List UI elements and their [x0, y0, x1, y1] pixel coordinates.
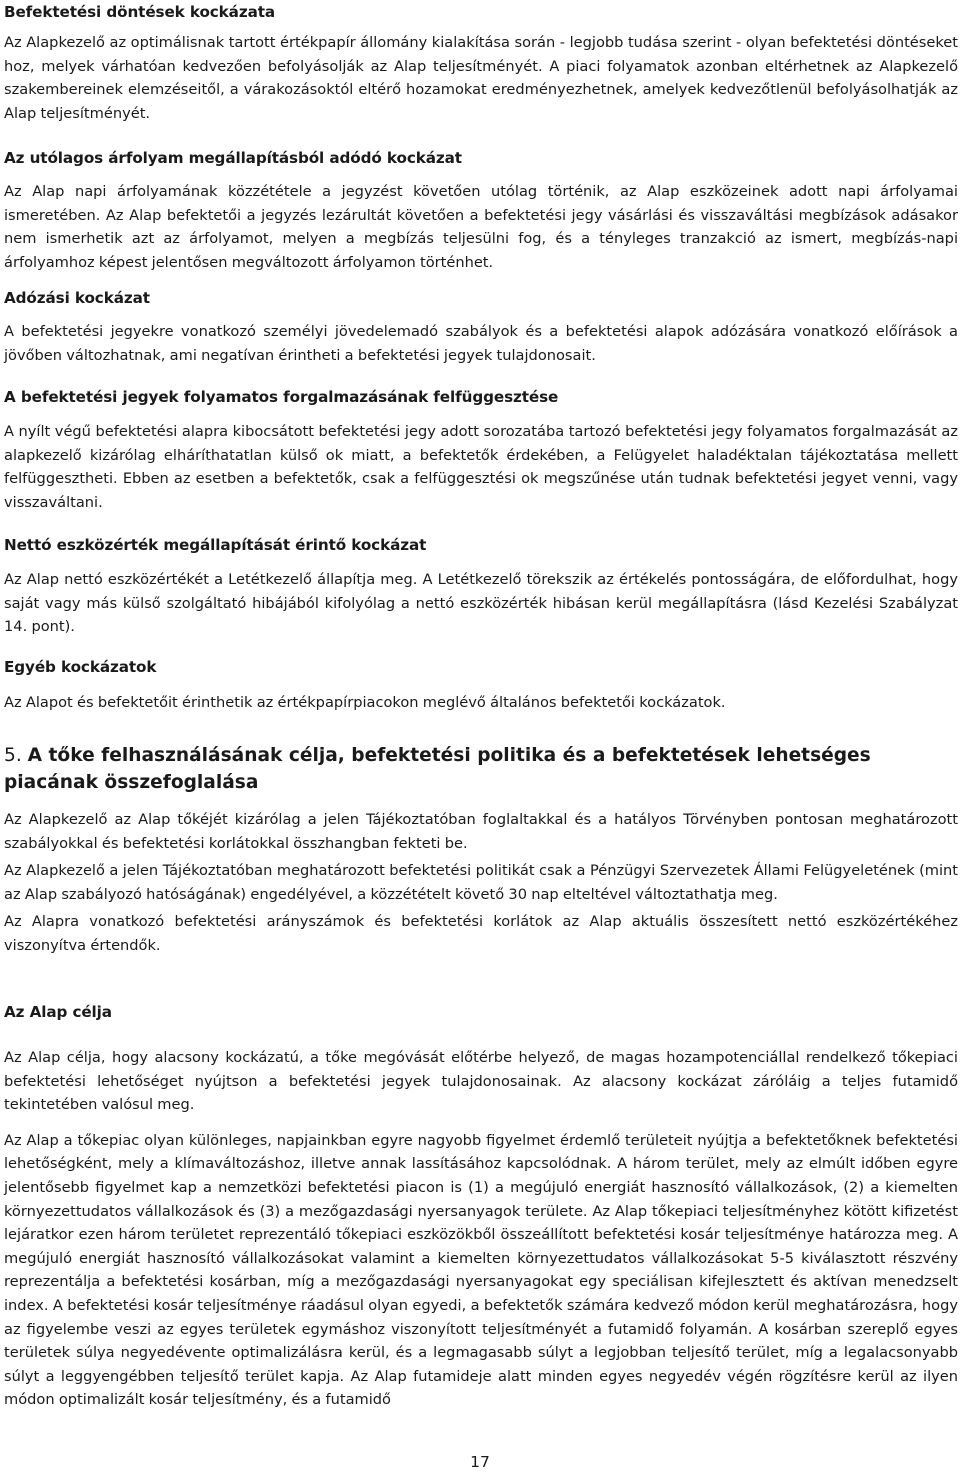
section-heading: A befektetési jegyek folyamatos forgalmazásának felfüggesztése — [4, 388, 559, 406]
page-number: 17 — [470, 1453, 490, 1471]
section-paragraph: Az Alap napi árfolyamának közzététele a jegyzést követően utólag történik, az Alap eszközeinek adott napi árfolyamai ismeretében. Az Alap befektetői a jegyzés lezárultát követően a befektetési jegy vásárlási és visszaváltási megbízások adásakor nem ismerhetik azt az árfolyamot, melyen a megbízás teljesülni fog, és a tényleges tranzakció az ismert, megbízás-napi árfolyamhoz képest jelentősen megváltozott árfolyamon történhet. — [4, 183, 958, 271]
section-paragraph: Az Alapot és befektetőit érinthetik az értékpapírpiacokon meglévő általános befektetői kockázatok. — [4, 694, 726, 711]
section-tax-risk — [4, 287, 958, 367]
section-paragraph: A befektetési jegyekre vonatkozó személyi jövedelemadó szabályok és a befektetési alapok adózására vonatkozó előírások a jövőben változhatnak, ami negatívan érintheti a befektetési jegyek tulajdonosait. — [4, 323, 958, 364]
section-paragraph: Az Alap nettó eszközértékét a Letétkezelő állapítja meg. A Letétkezelő törekszik az értékelés pontosságára, de előfordulhat, hogy saját vagy más külső szolgáltató hibájából kifolyólag a nettó eszközérték hibásan kerül megállapításra (lásd Kezelési Szabályzat 14. pont). — [4, 571, 958, 636]
chapter-paragraph: Az Alapra vonatkozó befektetési arányszámok és befektetési korlátok az Alap aktuális összesített nettó eszközértékéhez viszonyítva értendők. — [4, 913, 958, 954]
section-paragraph: Az Alap a tőkepiac olyan különleges, napjainkban egyre nagyobb figyelmet érdemlő területeit nyújtja a befektetőknek befektetési lehetőségként, mely a klímaváltozáshoz, illetve annak lassításához kapcsolódnak. A három terület, mely az elmúlt időben egyre jelentősebb figyelmet kap a nemzetközi befektetési piacon is (1) a megújuló energiát hasznosító vállalkozások, (2) a kiemelten környezettudatos vállalkozások és (3) a mezőgazdasági nyersanyagok területe. Az Alap tőkepiaci teljesítményhez kötött kifizetést lejáratkor ezen három területet reprezentáló tőkepiaci eszközökből összeállított befektetési kosár teljesítménye határozza meg. A megújuló energiát hasznosító vállalkozásokat valamint a kiemelten környezettudatos vállalkozásokat 5-5 kiválasztott részvény reprezentálja a befektetési kosárban, míg a mezőgazdasági nyersanyagokat egy speciálisan kifejlesztett és aktívan menedzselt index. A befektetési kosár teljesítménye ráadásul olyan egyedi, a befektetők számára kedvező módon kerül meghatározásra, hogy az figyelembe veszi az egyes területek egymáshoz viszonyított teljesítményét a futamidő folyamán. A kosárban szereplő egyes területek súlya negyedévente optimalizálásra kerül, és a legmagasabb súlyt a legjobban teljesítő terület, míg a legalacsonyabb súlyt a leggyengébben teljesítő terület kapja. Az Alap futamideje alatt minden egyes negyedév végén rögzítésre kerül az ilyen módon optimalizált kosár teljesítmény, és a futamidő — [4, 1131, 958, 1409]
chapter-paragraph: Az Alapkezelő a jelen Tájékoztatóban meghatározott befektetési politikát csak a Pénzügyi Szervezetek Állami Felügyeletének (mint az Alap szabályozó hatóságának) engedélyével, a közzétételt követő 30 nap elteltével változtathatja meg. — [4, 862, 958, 903]
chapter-number: 5. — [4, 745, 22, 766]
chapter-title — [4, 742, 958, 796]
chapter-5 — [4, 742, 958, 958]
section-suspension — [4, 386, 958, 514]
section-paragraph: A nyílt végű befektetési alapra kibocsátott befektetési jegy adott sorozatába tartozó befektetési jegy folyamatos forgalmazását az alapkezelő kizárólag elháríthatatlan külső ok miatt, a befektetők érdekében, a Felügyelet haladéktalan tájékoztatása mellett felfüggesztheti. Ebben az esetben a befektetők, csak a felfüggesztési ok megszűnése után tudnak befektetési jegyet venni, vagy visszaváltani. — [4, 423, 958, 511]
section-heading: Az Alap célja — [4, 1003, 112, 1021]
section-paragraph: Az Alap célja, hogy alacsony kockázatú, a tőke megóvását előtérbe helyező, de magas hozampotenciállal rendelkező tőkepiaci befektetési lehetőséget nyújtson a befektetési jegyek tulajdonosainak. Az alacsony kockázat záróláig a teljes futamidő tekintetében valósul meg. — [4, 1049, 958, 1114]
section-heading: Egyéb kockázatok — [4, 658, 157, 676]
section-fund-goal — [4, 1001, 958, 1412]
chapter-paragraph: Az Alapkezelő az Alap tőkéjét kizárólag a jelen Tájékoztatóban foglaltakkal és a hatályos Törvényben pontosan meghatározott szabályokkal és befektetési korlátokkal összhangban fekteti be. — [4, 811, 958, 852]
section-pricing-risk — [4, 147, 958, 274]
section-heading: Nettó eszközérték megállapítását érintő kockázat — [4, 536, 427, 554]
section-nav-risk — [4, 534, 958, 639]
section-heading: Befektetési döntések kockázata — [4, 3, 276, 21]
chapter-title-text: A tőke felhasználásának célja, befektetési politika és a befektetések lehetséges piacának összefoglalása — [4, 745, 871, 793]
section-heading: Az utólagos árfolyam megállapításból adódó kockázat — [4, 149, 462, 167]
section-other-risks — [4, 656, 958, 715]
section-paragraph: Az Alapkezelő az optimálisnak tartott értékpapír állomány kialakítása során - legjobb tudása szerint - olyan befektetési döntéseket hoz, melyek várhatóan kedvezően befolyásolják az Alap teljesítményét. A piaci folyamatok azonban eltérhetnek az Alapkezelő szakembereinek elemzéseitől, a várakozásoktól eltérő hozamokat eredményezhetnek, amelyek kedvezőtlenül befolyásolhatják az Alap teljesítményét. — [4, 34, 958, 122]
section-heading: Adózási kockázat — [4, 289, 150, 307]
section-investment-decisions — [4, 1, 958, 125]
